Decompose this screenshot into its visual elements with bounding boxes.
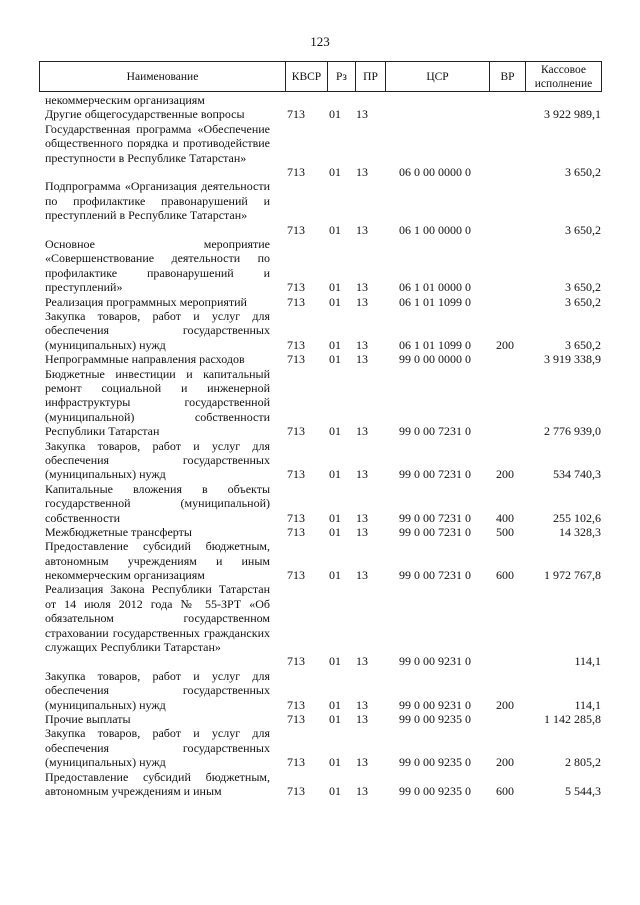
- row-rz: 01: [329, 222, 341, 237]
- row-csr: 99 0 00 7231 0: [399, 524, 471, 539]
- row-kvsr: 713: [287, 280, 305, 295]
- row-rz: 01: [329, 654, 341, 669]
- table-row: [0, 107, 640, 121]
- table-body: [0, 93, 640, 798]
- row-rz: 01: [329, 337, 341, 352]
- row-vr: 500: [496, 524, 514, 539]
- header-name: Наименование: [40, 62, 286, 91]
- row-kvsr: 713: [287, 222, 305, 237]
- row-rz: 01: [329, 424, 341, 439]
- row-name: Предоставление субсидий бюджетным, автономным учреждениям и иным некоммерческим организациям: [45, 539, 270, 583]
- row-csr: 99 0 00 9231 0: [399, 697, 471, 712]
- row-pr: 13: [356, 107, 368, 122]
- row-csr: 06 1 01 1099 0: [399, 337, 471, 352]
- row-pr: 13: [356, 712, 368, 727]
- row-pr: 13: [356, 467, 368, 482]
- row-pr: 13: [356, 280, 368, 295]
- row-rz: 01: [329, 280, 341, 295]
- row-rz: 01: [329, 107, 341, 122]
- table-row: [0, 669, 640, 712]
- row-rz: 01: [329, 568, 341, 583]
- row-kvsr: 713: [287, 294, 305, 309]
- header-csr: ЦСР: [386, 62, 490, 91]
- row-sum: 1 142 285,8: [544, 712, 601, 727]
- row-csr: 99 0 00 9231 0: [399, 654, 471, 669]
- row-name: Закупка товаров, работ и услуг для обеспечения государственных (муниципальных) нужд: [45, 308, 270, 352]
- row-csr: 06 1 01 1099 0: [399, 294, 471, 309]
- row-sum: 3 650,2: [565, 164, 601, 179]
- row-sum: 255 102,6: [553, 510, 601, 525]
- row-csr: 99 0 00 9235 0: [399, 784, 471, 799]
- row-name: Предоставление субсидий бюджетным, автономным учреждениям и иным: [45, 769, 270, 799]
- row-name: Подпрограмма «Организация деятельности по профилактике правонарушений и преступлений в Республике Татарстан»: [45, 179, 270, 223]
- row-pr: 13: [356, 697, 368, 712]
- row-name: Прочие выплаты: [45, 712, 131, 727]
- row-name: Закупка товаров, работ и услуг для обеспечения государственных (муниципальных) нужд: [45, 726, 270, 770]
- row-pr: 13: [356, 510, 368, 525]
- row-name: Основное мероприятие «Совершенствование деятельности по профилактике правонарушений и преступлений»: [45, 236, 270, 295]
- row-name: Межбюджетные трансферты: [45, 524, 192, 539]
- row-pr: 13: [356, 222, 368, 237]
- row-name: Закупка товаров, работ и услуг для обеспечения государственных (муниципальных) нужд: [45, 668, 270, 712]
- header-pr: ПР: [356, 62, 386, 91]
- row-name: Реализация Закона Республики Татарстан от 14 июля 2012 года № 55-ЗРТ «Об обязательном государственном страховании государственных гражданских служащих Республики Татарстан»: [45, 582, 270, 655]
- table-row: [0, 439, 640, 482]
- table-row: [0, 582, 640, 668]
- row-csr: 06 1 00 0000 0: [399, 222, 471, 237]
- table-row: [0, 482, 640, 525]
- row-name: Непрограммные направления расходов: [45, 352, 245, 367]
- row-sum: 3 650,2: [565, 337, 601, 352]
- row-vr: 200: [496, 697, 514, 712]
- row-name: Бюджетные инвестиции и капитальный ремонт социальной и инженерной инфраструктуры государственной (муниципальной) собственности Республики Татарстан: [45, 366, 270, 439]
- row-csr: 99 0 00 7231 0: [399, 568, 471, 583]
- row-name: некоммерческим организациям: [45, 93, 205, 107]
- table-row: [0, 712, 640, 726]
- header-vr: ВР: [490, 62, 526, 91]
- row-vr: 200: [496, 467, 514, 482]
- row-pr: 13: [356, 337, 368, 352]
- row-kvsr: 713: [287, 524, 305, 539]
- row-rz: 01: [329, 755, 341, 770]
- row-name: Другие общегосударственные вопросы: [45, 107, 245, 122]
- table-row: [0, 726, 640, 769]
- table-row: [0, 770, 640, 799]
- row-csr: 99 0 00 7231 0: [399, 424, 471, 439]
- row-kvsr: 713: [287, 352, 305, 367]
- table-row: [0, 352, 640, 366]
- row-sum: 2 776 939,0: [544, 424, 601, 439]
- row-csr: 06 1 01 0000 0: [399, 280, 471, 295]
- row-rz: 01: [329, 164, 341, 179]
- row-sum: 14 328,3: [559, 524, 601, 539]
- row-kvsr: 713: [287, 654, 305, 669]
- row-pr: 13: [356, 294, 368, 309]
- row-csr: 99 0 00 9235 0: [399, 712, 471, 727]
- row-csr: 99 0 00 0000 0: [399, 352, 471, 367]
- row-rz: 01: [329, 467, 341, 482]
- row-pr: 13: [356, 524, 368, 539]
- row-name: Закупка товаров, работ и услуг для обеспечения государственных (муниципальных) нужд: [45, 438, 270, 482]
- header-rz: Рз: [328, 62, 356, 91]
- table-row: [0, 93, 640, 107]
- row-pr: 13: [356, 568, 368, 583]
- row-csr: 06 0 00 0000 0: [399, 164, 471, 179]
- row-kvsr: 713: [287, 784, 305, 799]
- row-kvsr: 713: [287, 164, 305, 179]
- row-name: Капитальные вложения в объекты государственной (муниципальной) собственности: [45, 481, 270, 525]
- row-kvsr: 713: [287, 107, 305, 122]
- row-vr: 600: [496, 568, 514, 583]
- row-pr: 13: [356, 424, 368, 439]
- row-vr: 200: [496, 755, 514, 770]
- table-row: [0, 122, 640, 180]
- row-pr: 13: [356, 654, 368, 669]
- row-sum: 114,1: [574, 654, 601, 669]
- table-row: [0, 367, 640, 439]
- header-sum: Кассовое исполнение: [534, 63, 593, 90]
- row-sum: 534 740,3: [553, 467, 601, 482]
- row-rz: 01: [329, 510, 341, 525]
- row-name: Государственная программа «Обеспечение общественного порядка и противодействие преступности в Республике Татарстан»: [45, 121, 270, 165]
- row-name: Реализация программных мероприятий: [45, 294, 247, 309]
- row-vr: 600: [496, 784, 514, 799]
- row-rz: 01: [329, 784, 341, 799]
- table-row: [0, 539, 640, 582]
- row-kvsr: 713: [287, 467, 305, 482]
- row-rz: 01: [329, 524, 341, 539]
- row-sum: 114,1: [574, 697, 601, 712]
- row-rz: 01: [329, 697, 341, 712]
- row-pr: 13: [356, 755, 368, 770]
- row-sum: 3 650,2: [565, 222, 601, 237]
- row-kvsr: 713: [287, 424, 305, 439]
- row-pr: 13: [356, 164, 368, 179]
- row-sum: 3 650,2: [565, 294, 601, 309]
- row-kvsr: 713: [287, 697, 305, 712]
- table-row: [0, 179, 640, 237]
- header-kvsr: КВСР: [286, 62, 328, 91]
- row-kvsr: 713: [287, 510, 305, 525]
- row-pr: 13: [356, 784, 368, 799]
- table-row: [0, 237, 640, 295]
- row-sum: 5 544,3: [565, 784, 601, 799]
- row-rz: 01: [329, 352, 341, 367]
- row-sum: 1 972 767,8: [544, 568, 601, 583]
- row-vr: 200: [496, 337, 514, 352]
- row-sum: 3 919 338,9: [544, 352, 601, 367]
- table-row: [0, 525, 640, 539]
- row-csr: 99 0 00 9235 0: [399, 755, 471, 770]
- row-sum: 3 922 989,1: [544, 107, 601, 122]
- row-kvsr: 713: [287, 568, 305, 583]
- row-pr: 13: [356, 352, 368, 367]
- row-vr: 400: [496, 510, 514, 525]
- row-rz: 01: [329, 712, 341, 727]
- table-row: [0, 295, 640, 309]
- page-number: 123: [310, 34, 330, 49]
- row-csr: 99 0 00 7231 0: [399, 467, 471, 482]
- row-csr: 99 0 00 7231 0: [399, 510, 471, 525]
- row-sum: 3 650,2: [565, 280, 601, 295]
- row-sum: 2 805,2: [565, 755, 601, 770]
- row-kvsr: 713: [287, 712, 305, 727]
- row-kvsr: 713: [287, 337, 305, 352]
- table-header: [39, 61, 602, 92]
- row-rz: 01: [329, 294, 341, 309]
- table-row: [0, 309, 640, 352]
- row-kvsr: 713: [287, 755, 305, 770]
